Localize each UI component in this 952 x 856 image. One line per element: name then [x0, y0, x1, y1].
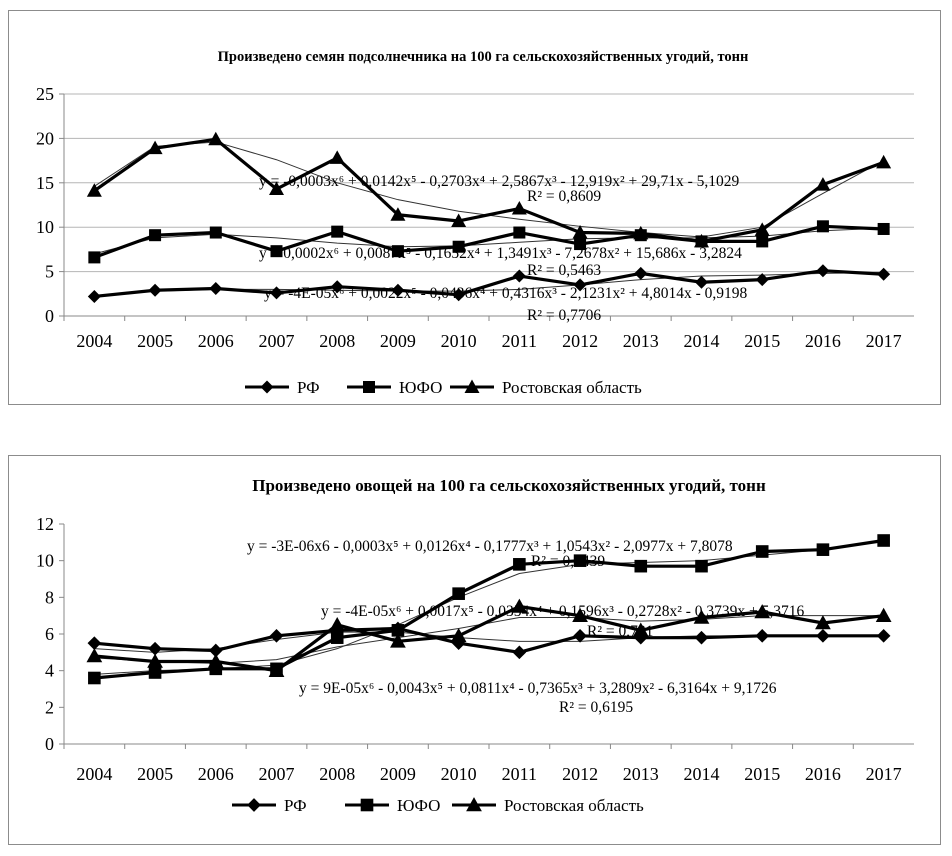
data-point-1 [756, 235, 768, 247]
data-point-1 [210, 227, 222, 239]
chart-title: Произведено семян подсолнечника на 100 га сельскохозяйственных угодий, тонн [217, 49, 749, 65]
legend-label: РФ [284, 796, 307, 815]
legend-label: РФ [297, 378, 320, 397]
legend-label: Ростовская область [502, 378, 642, 397]
chart-sunflower [9, 11, 942, 406]
data-point-1 [877, 534, 890, 547]
trend-annotation: R² = 0,781 [587, 623, 654, 640]
chart-panel-sunflower [8, 10, 941, 405]
x-tick-label: 2011 [501, 764, 538, 784]
data-point-0 [148, 642, 162, 656]
x-tick-label: 2017 [865, 764, 902, 784]
data-point-0 [816, 264, 829, 277]
data-point-0 [88, 636, 102, 650]
x-tick-label: 2006 [197, 331, 234, 351]
legend-label: Ростовская область [504, 796, 644, 815]
chart-panel-vegetables [8, 455, 941, 845]
legend-label: ЮФО [397, 796, 441, 815]
trend-annotation: y = -3E-06x6 - 0,0003x⁵ + 0,0126x⁴ - 0,1777x³ + 1,0543x² - 2,0977x + 7,8078 [247, 538, 733, 555]
x-tick-label: 2009 [379, 331, 416, 351]
trend-annotation: y = -0,0003x⁶ + 0,0142x⁵ - 0,2703x⁴ + 2,5867x³ - 12,919x² + 29,71x - 5,1029 [259, 173, 740, 190]
x-tick-label: 2015 [744, 331, 781, 351]
data-point-1 [88, 672, 101, 685]
trend-annotation: y = -4E-05x⁶ + 0,0017x⁵ - 0,0354x⁴ + 0,1596x³ - 0,2728x² - 0,3739x + 5,3716 [321, 603, 805, 620]
x-tick-label: 2012 [562, 331, 599, 351]
data-point-0 [816, 629, 830, 643]
x-tick-label: 2015 [744, 764, 781, 784]
data-point-0 [877, 629, 891, 643]
data-point-1 [756, 545, 769, 558]
chart-title: Произведено овощей на 100 га сельскохозяйственных угодий, тонн [252, 476, 766, 495]
data-point-0 [877, 268, 890, 281]
x-tick-label: 2013 [622, 764, 659, 784]
y-tick-label: 0 [45, 306, 54, 326]
data-point-1 [149, 666, 162, 679]
y-tick-label: 0 [45, 734, 54, 754]
y-tick-label: 10 [36, 550, 54, 571]
data-point-0 [755, 629, 769, 643]
x-tick-label: 2004 [76, 331, 113, 351]
data-point-0 [88, 290, 101, 303]
data-point-1 [331, 631, 344, 644]
trend-annotation: y = -4E-05x⁶ + 0,0022x⁵ - 0,0436x⁴ + 0,4316x³ - 2,1231x² + 4,8014x - 0,9198 [264, 285, 748, 302]
x-tick-label: 2016 [804, 331, 841, 351]
trend-annotation: R² = 0,8609 [527, 188, 602, 205]
y-tick-label: 15 [36, 172, 54, 193]
data-point-0 [513, 646, 527, 660]
x-tick-label: 2008 [319, 331, 356, 351]
x-tick-label: 2006 [197, 764, 234, 784]
data-point-1 [817, 543, 830, 556]
data-point-1 [695, 560, 708, 573]
chart-vegetables [9, 456, 942, 846]
data-point-2 [876, 155, 891, 169]
data-point-1 [513, 227, 525, 239]
data-point-1 [88, 251, 100, 263]
trend-annotation: R² = 0,6195 [559, 699, 634, 716]
x-tick-label: 2010 [440, 764, 477, 784]
data-point-0 [634, 267, 647, 280]
x-tick-label: 2005 [137, 764, 174, 784]
data-point-0 [695, 631, 709, 645]
trend-annotation: R² = 0,9439 [531, 553, 606, 570]
y-tick-label: 6 [45, 624, 54, 644]
y-tick-label: 25 [36, 84, 54, 104]
trend-annotation: y = 9E-05x⁶ - 0,0043x⁵ + 0,0811x⁴ - 0,7365x³ + 3,2809x² - 6,3164x + 9,1726 [299, 680, 777, 697]
y-tick-label: 10 [36, 217, 54, 238]
legend-marker [247, 798, 261, 812]
data-point-1 [331, 226, 343, 238]
y-tick-label: 20 [36, 128, 54, 149]
data-point-0 [149, 284, 162, 297]
x-tick-label: 2009 [379, 764, 416, 784]
legend-label: ЮФО [399, 378, 443, 397]
y-tick-label: 4 [45, 660, 54, 681]
y-tick-label: 5 [45, 261, 54, 282]
x-tick-label: 2016 [804, 764, 841, 784]
y-tick-label: 2 [45, 697, 54, 718]
x-tick-label: 2010 [440, 331, 477, 351]
series-line-2 [94, 139, 883, 241]
x-tick-label: 2011 [501, 331, 538, 351]
x-tick-label: 2014 [683, 331, 720, 351]
data-point-2 [330, 150, 345, 164]
x-tick-label: 2007 [258, 764, 295, 784]
x-tick-label: 2008 [319, 764, 356, 784]
data-point-2 [512, 201, 527, 215]
trend-annotation: R² = 0,7706 [527, 307, 602, 324]
y-tick-label: 8 [45, 587, 54, 608]
legend-marker [363, 381, 375, 393]
x-tick-label: 2004 [76, 764, 113, 784]
x-tick-label: 2012 [562, 764, 599, 784]
x-tick-label: 2005 [137, 331, 174, 351]
x-tick-label: 2014 [683, 764, 720, 784]
trend-annotation: y = 0,0002x⁶ + 0,0087x⁵ - 0,1652x⁴ + 1,3491x³ - 7,2678x² + 15,686x - 3,2824 [259, 245, 742, 262]
data-point-1 [634, 560, 647, 573]
data-point-0 [209, 282, 222, 295]
data-point-1 [817, 220, 829, 232]
x-tick-label: 2013 [622, 331, 659, 351]
legend-marker [261, 381, 274, 394]
y-tick-label: 12 [36, 514, 54, 534]
data-point-1 [452, 587, 465, 600]
data-point-1 [513, 558, 526, 571]
x-tick-label: 2017 [865, 331, 902, 351]
data-point-1 [149, 229, 161, 241]
trend-annotation: R² = 0,5463 [527, 262, 602, 279]
data-point-1 [878, 223, 890, 235]
x-tick-label: 2007 [258, 331, 295, 351]
legend-marker [361, 799, 374, 812]
